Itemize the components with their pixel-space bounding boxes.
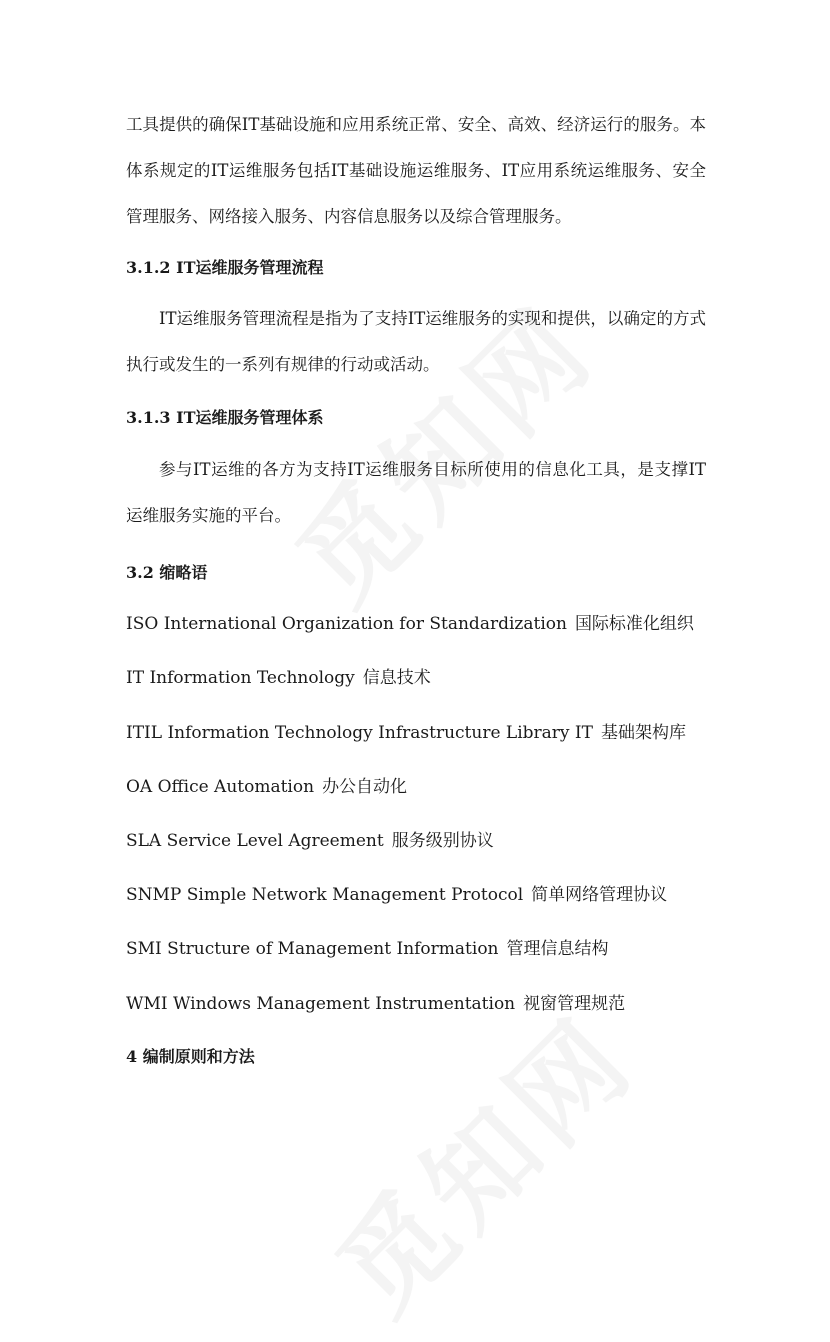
abbreviation-en: SNMP Simple Network Management Protocol (126, 885, 524, 905)
abbreviation-en: ITIL Information Technology Infrastructure Library IT (126, 723, 593, 743)
abbreviation-cn: 国际标准化组织 (574, 614, 694, 634)
abbreviation-cn: 基础架构库 (601, 723, 686, 743)
abbreviation-en: ISO International Organization for Standardization (126, 614, 567, 634)
abbreviation-cn: 简单网络管理协议 (531, 885, 668, 905)
abbreviation-item (126, 883, 667, 907)
abbreviation-cn: 信息技术 (362, 668, 431, 688)
watermark (297, 976, 663, 1342)
abbreviation-cn: 服务级别协议 (391, 831, 494, 851)
abbreviation-item (126, 775, 407, 799)
abbreviation-item (126, 666, 431, 690)
abbreviation-item (126, 829, 494, 853)
intro-paragraph: 工具提供的确保IT基础设施和应用系统正常、安全、高效、经济运行的服务。本体系规定的IT运维服务包括IT基础设施运维服务、IT应用系统运维服务、安全管理服务、网络接入服务、内容信息服务以及综合管理服务。 (126, 115, 706, 226)
paragraph-3-1-3: 参与IT运维的各方为支持IT运维服务目标所使用的信息化工具，是支撑IT运维服务实施的平台。 (126, 460, 706, 525)
section-heading-3-1-3: 3.1.3 IT运维服务管理体系 (126, 408, 324, 427)
abbreviation-cn: 视窗管理规范 (523, 994, 626, 1014)
abbreviation-cn: 管理信息结构 (506, 939, 609, 959)
abbreviation-item (126, 992, 625, 1016)
section-heading-4: 4 编制原则和方法 (126, 1047, 255, 1066)
abbreviation-en: SLA Service Level Agreement (126, 831, 384, 851)
section-heading-3-1-2: 3.1.2 IT运维服务管理流程 (126, 258, 324, 277)
section-heading-3-2: 3.2 缩略语 (126, 563, 208, 582)
abbreviation-en: OA Office Automation (126, 777, 315, 797)
abbreviation-en: WMI Windows Management Instrumentation (126, 994, 516, 1014)
abbreviation-item (126, 612, 694, 636)
abbreviation-cn: 办公自动化 (322, 777, 408, 797)
abbreviation-item (126, 937, 609, 961)
abbreviation-en: IT Information Technology (126, 668, 355, 688)
abbreviation-en: SMI Structure of Management Information (126, 939, 499, 959)
abbreviation-item (126, 721, 686, 745)
paragraph-3-1-2: IT运维服务管理流程是指为了支持IT运维服务的实现和提供，以确定的方式执行或发生的一系列有规律的行动或活动。 (126, 309, 706, 374)
